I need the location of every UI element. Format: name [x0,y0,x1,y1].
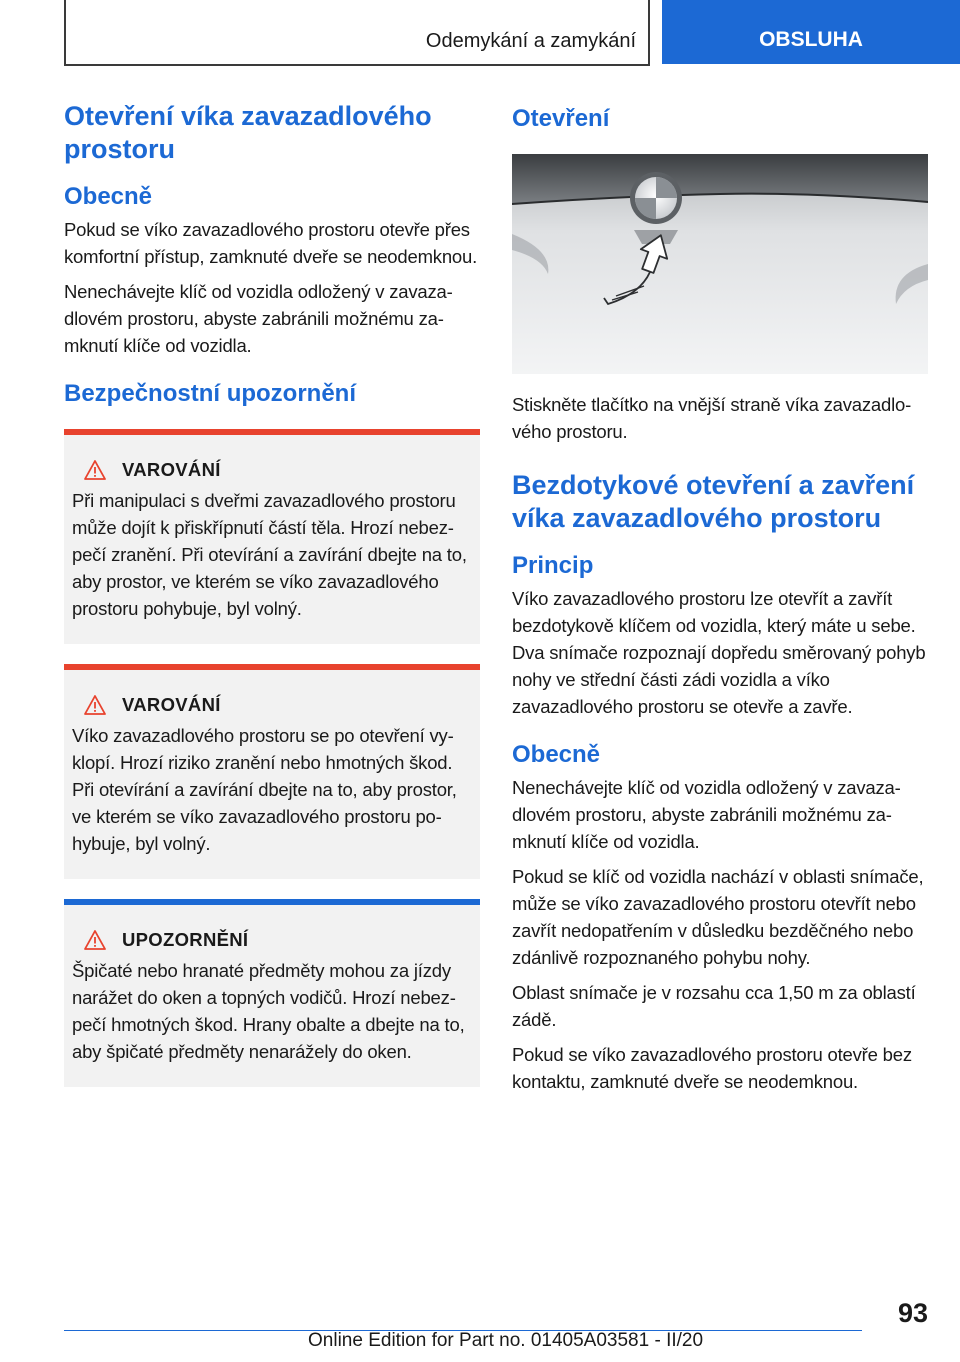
heading-general: Obecně [512,741,601,768]
footer-edition: Online Edition for Part no. 01405A03581 - II/20 [308,1330,704,1351]
caution-box [64,899,480,1087]
caution-label: UPOZORNĚNÍ [122,929,249,950]
figure-caption: Stiskněte tlačítko na vnější straně víka zavazadlového prostoru. [512,394,912,442]
warning-label: VAROVÁNÍ [122,459,221,480]
trunk-button-illustration [512,154,928,374]
paragraph: Pokud se klíč od vozidla nachází v oblasti snímače, může se víko zavazadlového prostoru otevřít nebo zavřít nedopatřením v důsledku bezděčného nebo zdánlivě rozpoznaného pohybu nohy. [512,866,924,968]
heading-opening: Otevření [512,105,610,132]
paragraph: Pokud se víko zavazadlového prostoru otevře bez kontaktu, zamknuté dveře se neodemknou. [512,1044,912,1092]
warning-box [64,429,480,644]
heading-safety: Bezpečnostní upozornění [64,380,357,407]
warning-text: Víko zavazadlového prostoru se po otevření vyklopí. Hrozí riziko zranění nebo hmotných škod. Při otevírání a zavírání dbejte na to, aby prostor, ve kterém se víko zavazadlového prostoru pohybuje, byl volný. [72,725,457,854]
caution-text: Špičaté nebo hranaté předměty mohou za jízdy narážet do oken a topných vodičů. Hrozí nebezpečí hmotných škod. Hrany obalte a dbejte na to, aby špičaté předměty nenarážely do oken. [72,960,465,1062]
warning-text: Při manipulaci s dveřmi zavazadlového prostoru může dojít k přiskřípnutí částí těla. Hrozí nebezpečí zranění. Při otevírání a zavírání dbejte na to, aby prostor, ve kterém se víko zavazadlového prostoru pohybuje, byl volný. [72,490,467,619]
paragraph: Víko zavazadlového prostoru lze otevřít a zavřít bezdotykově klíčem od vozidla, který máte u sebe. Dva snímače rozpoznají dopředu směrovaný pohyb nohy ve střední části zádi vozidla a víko zavazadlového prostoru se otevře a zavře. [512,588,926,717]
warning-label: VAROVÁNÍ [122,694,221,715]
warning-triangle-icon [84,930,106,950]
warning-title [72,459,472,481]
header-rule-bottom [64,64,650,66]
header-section-title: Odemykání a zamykání [425,30,636,52]
warning-triangle-icon [84,460,106,480]
caution-title [72,929,472,951]
header-rule-right [648,0,650,66]
section-title-contactless: Bezdotykové otevření a zavření víka zavazadlového prostoru [512,470,915,533]
paragraph: Nenechávejte klíč od vozidla odložený v zavazadlovém prostoru, abyste zabránili možnému zamknutí klíče od vozidla. [512,777,901,852]
warning-box [64,664,480,879]
paragraph: Oblast snímače je v rozsahu cca 1,50 m za oblastí zádě. [512,982,916,1030]
heading-general: Obecně [64,183,153,210]
left-column [64,100,480,1087]
warning-title [72,694,472,716]
section-title-opening-trunk: Otevření víka zavazadlového prostoru [64,101,432,164]
warning-triangle-icon [84,695,106,715]
paragraph: Nenechávejte klíč od vozidla odložený v zavazadlovém prostoru, abyste zabránili možnému zamknutí klíče od vozidla. [64,281,453,356]
header-rule-left [64,0,66,66]
header-chapter-tab: OBSLUHA [662,0,960,64]
page-number: 93 [897,1298,928,1328]
right-column [512,100,928,1103]
page-header [0,0,960,66]
heading-principle: Princip [512,552,594,579]
paragraph: Pokud se víko zavazadlového prostoru otevře přes komfortní přístup, zamknuté dveře se neodemknou. [64,219,478,267]
